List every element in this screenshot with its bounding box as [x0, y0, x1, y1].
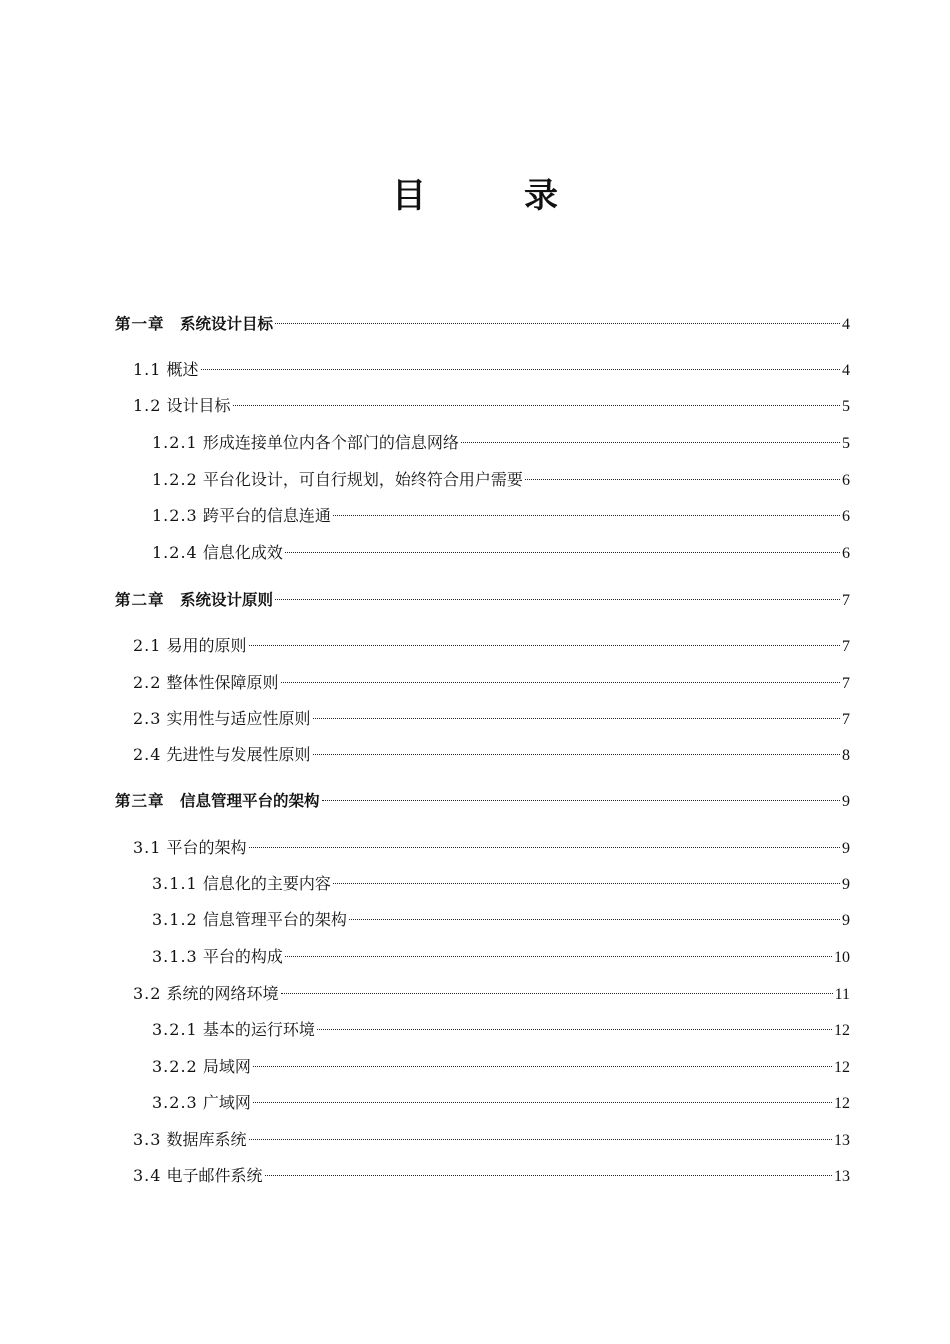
- toc-entry[interactable]: [115, 634, 850, 658]
- toc-entry-spacer: [165, 789, 181, 813]
- dot-leader: [253, 1066, 832, 1067]
- toc-entry[interactable]: [115, 671, 850, 695]
- toc-entry[interactable]: [115, 1091, 850, 1115]
- toc-entry-title: 系统的网络环境: [166, 984, 279, 1003]
- title-char-2: 录: [524, 176, 558, 216]
- toc-entry-number: 2.3: [133, 709, 162, 728]
- toc-entry-page-number: 6: [842, 508, 850, 525]
- dot-leader: [249, 847, 840, 848]
- toc-entry-title: 系统设计原则: [180, 591, 274, 609]
- dot-leader: [285, 552, 840, 553]
- toc-entry-number: 1.2.4: [152, 543, 198, 562]
- toc-entry[interactable]: [115, 468, 850, 492]
- toc-entry-title: 平台的架构: [166, 838, 247, 857]
- dot-leader: [265, 1175, 832, 1176]
- toc-entry-page-number: 11: [834, 986, 850, 1003]
- toc-entry[interactable]: [115, 982, 850, 1006]
- toc-entry[interactable]: [115, 872, 850, 896]
- toc-entry[interactable]: [115, 836, 850, 860]
- toc-entry-number: 3.1.3: [152, 947, 198, 966]
- dot-leader: [281, 682, 840, 683]
- toc-entry-spacer: [165, 588, 181, 612]
- toc-entry[interactable]: [115, 789, 850, 813]
- toc-entry-number: 3.2.3: [152, 1093, 198, 1112]
- toc-entry[interactable]: [115, 945, 850, 969]
- dot-leader: [281, 993, 833, 994]
- toc-entry-number: 3.3: [133, 1130, 162, 1149]
- dot-leader: [253, 1102, 832, 1103]
- toc-entry[interactable]: [115, 908, 850, 932]
- dot-leader: [333, 883, 840, 884]
- toc-entry-number: 3.2.2: [152, 1057, 198, 1076]
- toc-entry-title: 信息化成效: [202, 543, 283, 562]
- toc-entry-title: 基本的运行环境: [202, 1020, 315, 1039]
- dot-leader: [313, 718, 840, 719]
- toc-entry-page-number: 9: [842, 793, 850, 810]
- toc-entry[interactable]: [115, 541, 850, 565]
- toc-entry-title: 跨平台的信息连通: [202, 506, 331, 525]
- toc-entry-number: 2.2: [133, 673, 162, 692]
- dot-leader: [461, 442, 840, 443]
- dot-leader: [322, 800, 840, 801]
- dot-leader: [333, 515, 840, 516]
- toc-entry-title: 电子邮件系统: [166, 1166, 263, 1185]
- toc-entry[interactable]: [115, 431, 850, 455]
- toc-entry-page-number: 7: [842, 675, 850, 692]
- toc-entry[interactable]: [115, 707, 850, 731]
- toc-entry-number: 1.2: [133, 396, 162, 415]
- toc-entry-title: 实用性与适应性原则: [166, 709, 311, 728]
- toc-entry[interactable]: [115, 1128, 850, 1152]
- toc-entry-page-number: 4: [842, 362, 850, 379]
- toc-entry-title: 局域网: [202, 1057, 251, 1076]
- toc-entry-page-number: 9: [842, 912, 850, 929]
- dot-leader: [313, 754, 840, 755]
- toc-entry-page-number: 13: [834, 1168, 850, 1185]
- toc-entry-title: 信息管理平台的架构: [202, 910, 347, 929]
- toc-entry-title: 信息化的主要内容: [202, 874, 331, 893]
- toc-entry[interactable]: [115, 312, 850, 336]
- toc-entry-page-number: 6: [842, 472, 850, 489]
- toc-entry[interactable]: [115, 1055, 850, 1079]
- toc-entry-page-number: 6: [842, 545, 850, 562]
- toc-entry[interactable]: [115, 394, 850, 418]
- toc-entry[interactable]: [115, 504, 850, 528]
- dot-leader: [349, 919, 840, 920]
- toc-entry-title: 平台的构成: [202, 947, 283, 966]
- toc-entry-page-number: 12: [834, 1059, 850, 1076]
- toc-entry-title: 信息管理平台的架构: [180, 792, 320, 810]
- toc-entry[interactable]: [115, 588, 850, 612]
- toc-entry-page-number: 13: [834, 1132, 850, 1149]
- toc-entry-number: 2.4: [133, 745, 162, 764]
- toc-entry-number: 1.2.2: [152, 470, 198, 489]
- toc-entry-page-number: 4: [842, 316, 850, 333]
- toc-entry-number: 第一章: [115, 315, 165, 333]
- page-title: [0, 168, 950, 217]
- toc-entry-page-number: 10: [834, 949, 850, 966]
- toc-entry-number: 3.2: [133, 984, 162, 1003]
- toc-entry-page-number: 5: [842, 435, 850, 452]
- toc-entry[interactable]: [115, 358, 850, 382]
- toc-entry-page-number: 12: [834, 1022, 850, 1039]
- dot-leader: [285, 956, 832, 957]
- toc-entry-number: 第二章: [115, 591, 165, 609]
- toc-entry-number: 3.1: [133, 838, 162, 857]
- toc-entry[interactable]: [115, 1018, 850, 1042]
- toc-entry-number: 3.1.2: [152, 910, 198, 929]
- toc-entry-page-number: 7: [842, 638, 850, 655]
- toc-entry-title: 系统设计目标: [180, 315, 274, 333]
- toc-entry-number: 3.4: [133, 1166, 162, 1185]
- toc-entry-title: 整体性保障原则: [166, 673, 279, 692]
- dot-leader: [201, 369, 840, 370]
- toc-entry-title: 易用的原则: [166, 636, 247, 655]
- toc-entry-page-number: 12: [834, 1095, 850, 1112]
- toc-entry-title: 概述: [166, 360, 199, 379]
- toc-entry-number: 1.1: [133, 360, 162, 379]
- dot-leader: [249, 1139, 832, 1140]
- toc-entry-number: 2.1: [133, 636, 162, 655]
- toc-entry-number: 第三章: [115, 792, 165, 810]
- toc-entry-number: 1.2.3: [152, 506, 198, 525]
- toc-entry-number: 3.2.1: [152, 1020, 198, 1039]
- toc-entry-page-number: 7: [842, 711, 850, 728]
- toc-entry-title: 数据库系统: [166, 1130, 247, 1149]
- dot-leader: [317, 1029, 832, 1030]
- toc-entry-page-number: 9: [842, 876, 850, 893]
- dot-leader: [275, 323, 840, 324]
- toc-entry-page-number: 9: [842, 840, 850, 857]
- toc-entry-title: 设计目标: [166, 396, 231, 415]
- toc-entry-page-number: 8: [842, 747, 850, 764]
- toc-entry-page-number: 7: [842, 592, 850, 609]
- toc-entry-title: 平台化设计，可自行规划，始终符合用户需要: [202, 470, 523, 489]
- dot-leader: [525, 479, 840, 480]
- dot-leader: [233, 405, 840, 406]
- toc-entry-title: 广域网: [202, 1093, 251, 1112]
- toc-entry[interactable]: [115, 1164, 850, 1188]
- toc-entry-page-number: 5: [842, 398, 850, 415]
- toc-entry-number: 1.2.1: [152, 433, 198, 452]
- toc-entry-number: 3.1.1: [152, 874, 198, 893]
- toc-entry-title: 先进性与发展性原则: [166, 745, 311, 764]
- dot-leader: [275, 599, 840, 600]
- toc-entry-spacer: [165, 312, 181, 336]
- toc-entry[interactable]: [115, 743, 850, 767]
- toc-entry-title: 形成连接单位内各个部门的信息网络: [202, 433, 459, 452]
- dot-leader: [249, 645, 840, 646]
- title-char-1: 目: [392, 176, 426, 216]
